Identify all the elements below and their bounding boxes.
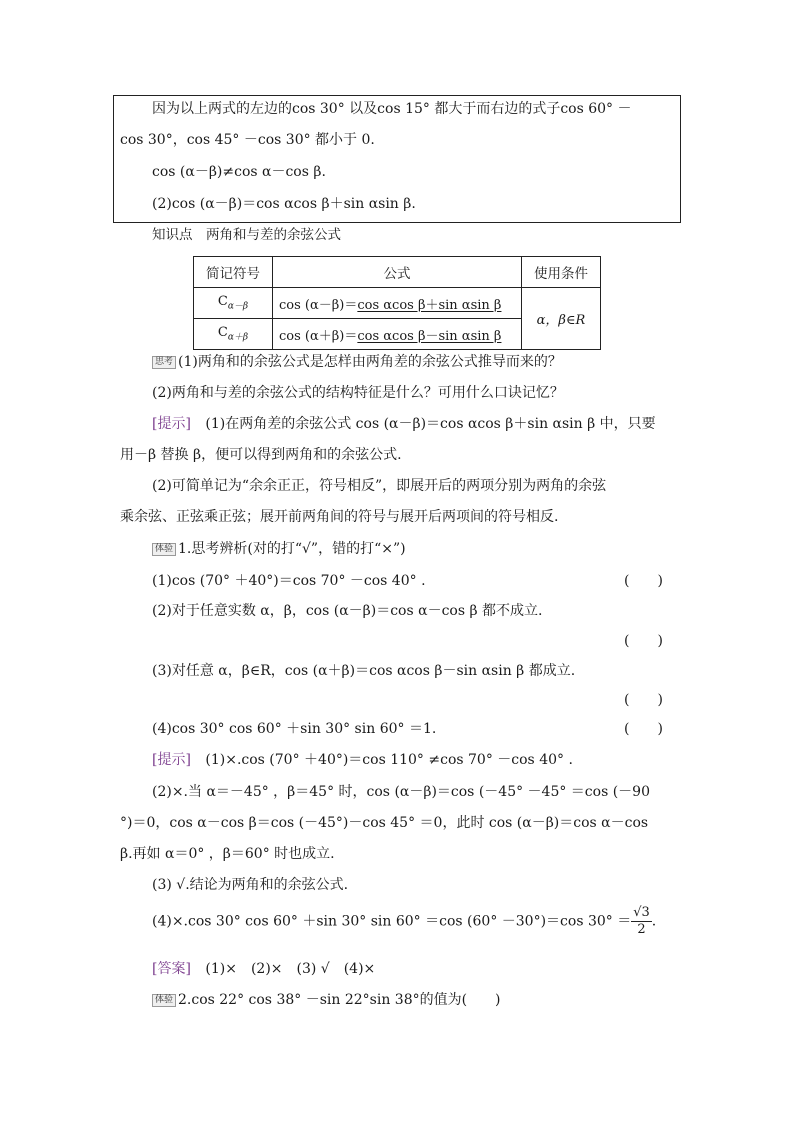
practice-1-hint-2-line-2: °)＝0，cos α－cos β＝cos (－45°)－cos 45° ＝0，此时 cos (α－β)＝cos α－cos <box>120 815 649 831</box>
formula-cell <box>273 319 522 350</box>
box-line-4: (2)cos (α－β)＝cos αcos β＋sin αsin β. <box>152 196 416 212</box>
practice-1-hint-1 <box>152 753 573 767</box>
formula-prefix: cos (α＋β)＝ <box>279 328 358 344</box>
practice-1-item-4: (4)cos 30° cos 60° ＋sin 30° sin 60° ＝1. <box>152 721 437 737</box>
hint-label: [提示] <box>152 416 191 432</box>
practice-1-hint-3: (3) √.结论为两角和的余弦公式. <box>152 877 349 893</box>
answer-paren: ( ) <box>624 692 663 708</box>
symbol-sub: α－β <box>227 301 249 312</box>
formula-answer: cos αcos β－sin αsin β <box>357 328 502 344</box>
practice-2-title-text: 2.cos 22° cos 38° －sin 22°sin 38°的值为( ) <box>178 992 501 1008</box>
answer-text: (1)× (2)× (3) √ (4)× <box>205 961 376 977</box>
symbol-main: C <box>217 294 228 310</box>
symbol-cell <box>194 319 273 350</box>
answer-paren: ( ) <box>624 721 663 737</box>
answer-label: [答案] <box>152 961 191 977</box>
hint-4-end: . <box>651 913 657 930</box>
box-line-3: cos (α－β)≠cos α－cos β. <box>152 164 326 180</box>
box-line-1: 因为以上两式的左边的cos 30° 以及cos 15° 都大于而右边的式子cos 60° － <box>152 101 632 117</box>
think-answer-1-line-1 <box>152 417 656 431</box>
hint-label: [提示] <box>152 752 191 768</box>
hint-1-text: (1)×.cos (70° ＋40°)＝cos 110° ≠cos 70° －cos 40° . <box>205 752 573 768</box>
think-answer-2-line-2: 乘余弦、正弦乘正弦；展开前两角间的符号与展开后两项间的符号相反. <box>120 509 559 525</box>
answer-paren: ( ) <box>624 633 663 649</box>
practice-1-hint-2-line-1: (2)×.当 α＝－45° ，β＝45° 时，cos (α－β)＝cos (－45° －45° ＝cos (－90 <box>152 784 650 800</box>
fraction <box>631 905 652 938</box>
table-header: 使用条件 <box>522 257 601 288</box>
practice-1-item-2: (2)对于任意实数 α，β，cos (α－β)＝cos α－cos β 都不成立. <box>152 603 543 619</box>
practice-1-title-text: 1.思考辨析(对的打“√”，错的打“×”) <box>178 541 406 557</box>
table-header: 简记符号 <box>194 257 273 288</box>
symbol-sub: α＋β <box>227 332 249 343</box>
practice-1-answer <box>152 962 375 976</box>
practice-2-title <box>152 993 501 1007</box>
think-answer-2-line-1: (2)可简单记为“余余正正，符号相反”，即展开后的两项分别为两角的余弦 <box>152 478 607 494</box>
practice-1-hint-4 <box>152 905 656 938</box>
formula-table <box>193 256 601 350</box>
answer-paren: ( ) <box>624 573 663 589</box>
practice-1-hint-2-line-3: β.再如 α＝0° ，β＝60° 时也成立. <box>120 846 335 862</box>
table-header: 公式 <box>273 257 522 288</box>
symbol-main: C <box>217 325 228 341</box>
think-answer-1-line-2: 用－β 替换 β，便可以得到两角和的余弦公式. <box>120 447 402 463</box>
think-tag: 思考 <box>152 356 176 369</box>
practice-1-item-3: (3)对任意 α，β∈R，cos (α＋β)＝cos αcos β－sin αsin β 都成立. <box>152 663 576 679</box>
practice-tag: 体验 <box>152 994 176 1007</box>
practice-1-item-1: (1)cos (70° ＋40°)＝cos 70° －cos 40° . <box>152 573 426 589</box>
formula-cell <box>273 288 522 319</box>
section-title: 知识点 两角和与差的余弦公式 <box>152 227 341 243</box>
hint-4-text: (4)×.cos 30° cos 60° ＋sin 30° sin 60° ＝cos (60° －30°)＝cos 30° ＝ <box>152 913 632 930</box>
think-a1-text: (1)在两角差的余弦公式 cos (α－β)＝cos αcos β＋sin αsin β 中，只要 <box>205 416 656 432</box>
symbol-cell <box>194 288 273 319</box>
fraction-numerator: √3 <box>633 905 650 920</box>
practice-tag: 体验 <box>152 543 176 556</box>
table-row <box>194 288 601 319</box>
think-q1-text: (1)两角和的余弦公式是怎样由两角差的余弦公式推导而来的？ <box>178 354 562 370</box>
practice-1-title <box>152 542 406 556</box>
formula-answer: cos αcos β＋sin αsin β <box>357 297 502 313</box>
formula-prefix: cos (α－β)＝ <box>279 297 358 313</box>
fraction-denominator: 2 <box>637 922 646 937</box>
condition-cell: α，β∈R <box>522 288 601 350</box>
think-question-1 <box>152 355 562 369</box>
think-question-2: (2)两角和与差的余弦公式的结构特征是什么？可用什么口诀记忆？ <box>152 385 564 401</box>
box-line-2: cos 30°，cos 45° －cos 30° 都小于 0. <box>120 132 375 148</box>
